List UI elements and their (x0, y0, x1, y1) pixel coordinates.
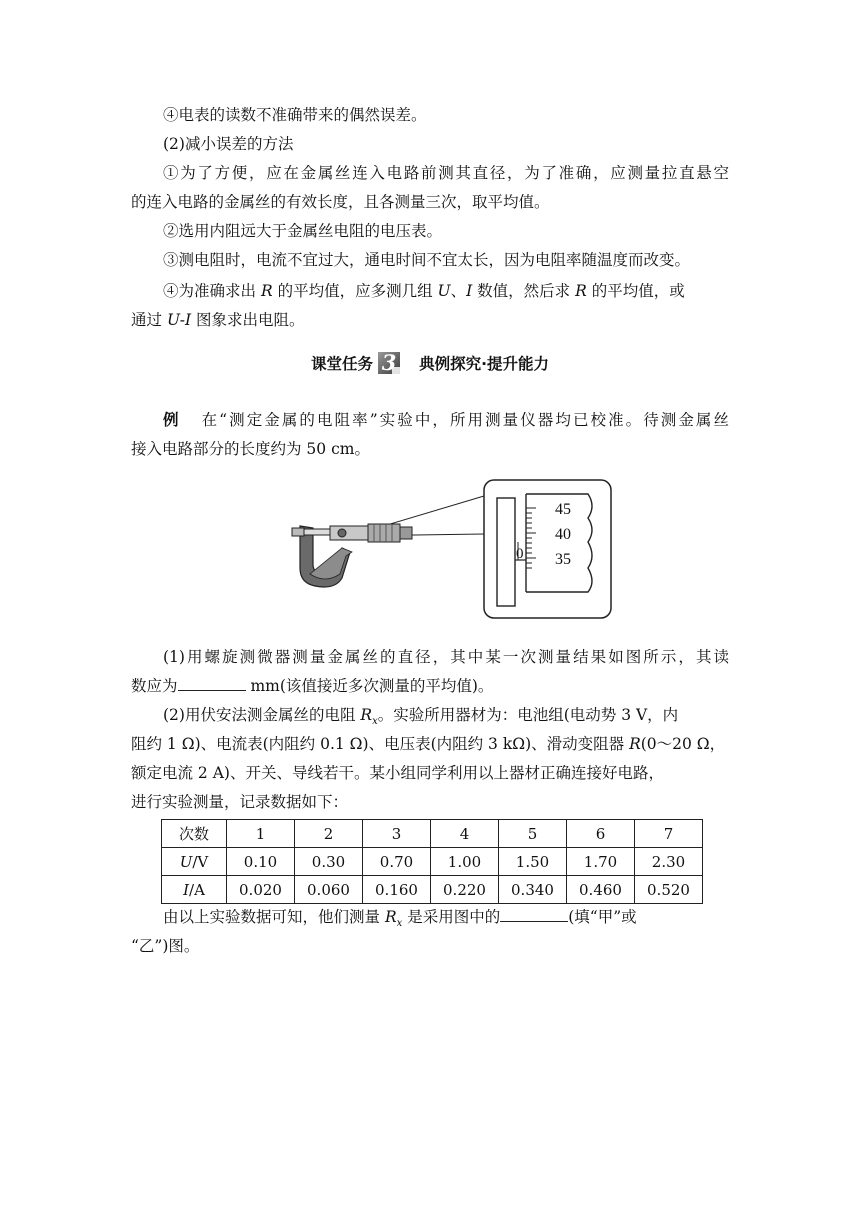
question-text: 数应为 mm(该值接近多次测量的平均值)。 (131, 677, 494, 695)
table-cell: 0.060 (295, 876, 363, 904)
table-cell: 4 (431, 820, 499, 848)
question-text: 阻约 1 Ω)、电流表(内阻约 0.1 Ω)、电压表(内阻约 3 kΩ)、滑动变阻器 R(0～20 Ω， (131, 735, 726, 753)
section-heading: 课堂任务 3 典例探究·提升能力 (311, 350, 549, 375)
table-cell: 7 (635, 820, 703, 848)
example-text: 接入电路部分的长度约为 50 cm。 (131, 440, 370, 458)
thimble-label: 45 (555, 501, 571, 518)
question-text: 由以上实验数据可知，他们测量 $R_x$ 是采用图中的 (填“甲”或 (163, 908, 637, 930)
svg-text:3: 3 (381, 350, 397, 375)
answer-blank[interactable] (178, 676, 246, 691)
text-line: (2)减小误差的方法 (163, 135, 294, 153)
text-line: ③测电阻时，电流不宜过大，通电时间不宜太长，因为电阻率随温度而改变。 (163, 251, 691, 269)
question-text: “乙”)图。 (131, 937, 200, 955)
table-cell: 1 (227, 820, 295, 848)
table-cell: 0.160 (363, 876, 431, 904)
table-cell: 0.10 (227, 848, 295, 876)
table-cell: 0.30 (295, 848, 363, 876)
text-line: ④电表的读数不准确带来的偶然误差。 (163, 106, 427, 124)
question-text: 额定电流 2 A)、开关、导线若干。某小组同学利用以上器材正确连接好电路， (131, 764, 664, 782)
table-cell: 0.020 (227, 876, 295, 904)
text-line: ④为准确求出 R 的平均值，应多测几组 U、I 数值，然后求 R 的平均值，或 (163, 282, 685, 300)
thimble-label: 40 (555, 526, 571, 543)
section-number-badge-icon (377, 351, 401, 375)
table-cell: 0.220 (431, 876, 499, 904)
micrometer-figure (270, 478, 615, 620)
text-line: ①为了方便，应在金属丝连入电路前测其直径，为了准确，应测量拉直悬空 (163, 164, 729, 182)
table-cell: 1.50 (499, 848, 567, 876)
text-line: 的连入电路的金属丝的有效长度，且各测量三次，取平均值。 (131, 193, 550, 211)
data-table (161, 819, 703, 904)
table-cell: 2 (295, 820, 363, 848)
table-row (162, 848, 703, 876)
table-cell: 0.520 (635, 876, 703, 904)
table-cell: U/V (162, 848, 227, 876)
table-cell: 5 (499, 820, 567, 848)
table-cell: 次数 (162, 820, 227, 848)
table-cell: 0.340 (499, 876, 567, 904)
question-text: (2)用伏安法测金属丝的电阻 $R_x$。实验所用器材为：电池组(电动势 3 V，内 (163, 706, 679, 728)
table-cell: 1.00 (431, 848, 499, 876)
question-text: 进行实验测量，记录数据如下： (131, 793, 349, 811)
table-cell: 0.460 (567, 876, 635, 904)
thimble-label: 35 (555, 551, 571, 568)
text-line: 通过 U-I 图象求出电阻。 (131, 311, 305, 329)
sleeve-zero-label: 0 (516, 546, 524, 562)
example-text: 例 在“测定金属的电阻率”实验中，所用测量仪器均已校准。待测金属丝 (163, 411, 729, 429)
table-cell: 1.70 (567, 848, 635, 876)
answer-blank[interactable] (500, 907, 568, 922)
table-cell: 2.30 (635, 848, 703, 876)
table-cell: I/A (162, 876, 227, 904)
table-row (162, 820, 703, 848)
table-row (162, 876, 703, 904)
table-cell: 0.70 (363, 848, 431, 876)
question-text: (1)用螺旋测微器测量金属丝的直径，其中某一次测量结果如图所示，其读 (163, 648, 729, 666)
text-line: ②选用内阻远大于金属丝电阻的电压表。 (163, 222, 443, 240)
table-cell: 6 (567, 820, 635, 848)
table-cell: 3 (363, 820, 431, 848)
